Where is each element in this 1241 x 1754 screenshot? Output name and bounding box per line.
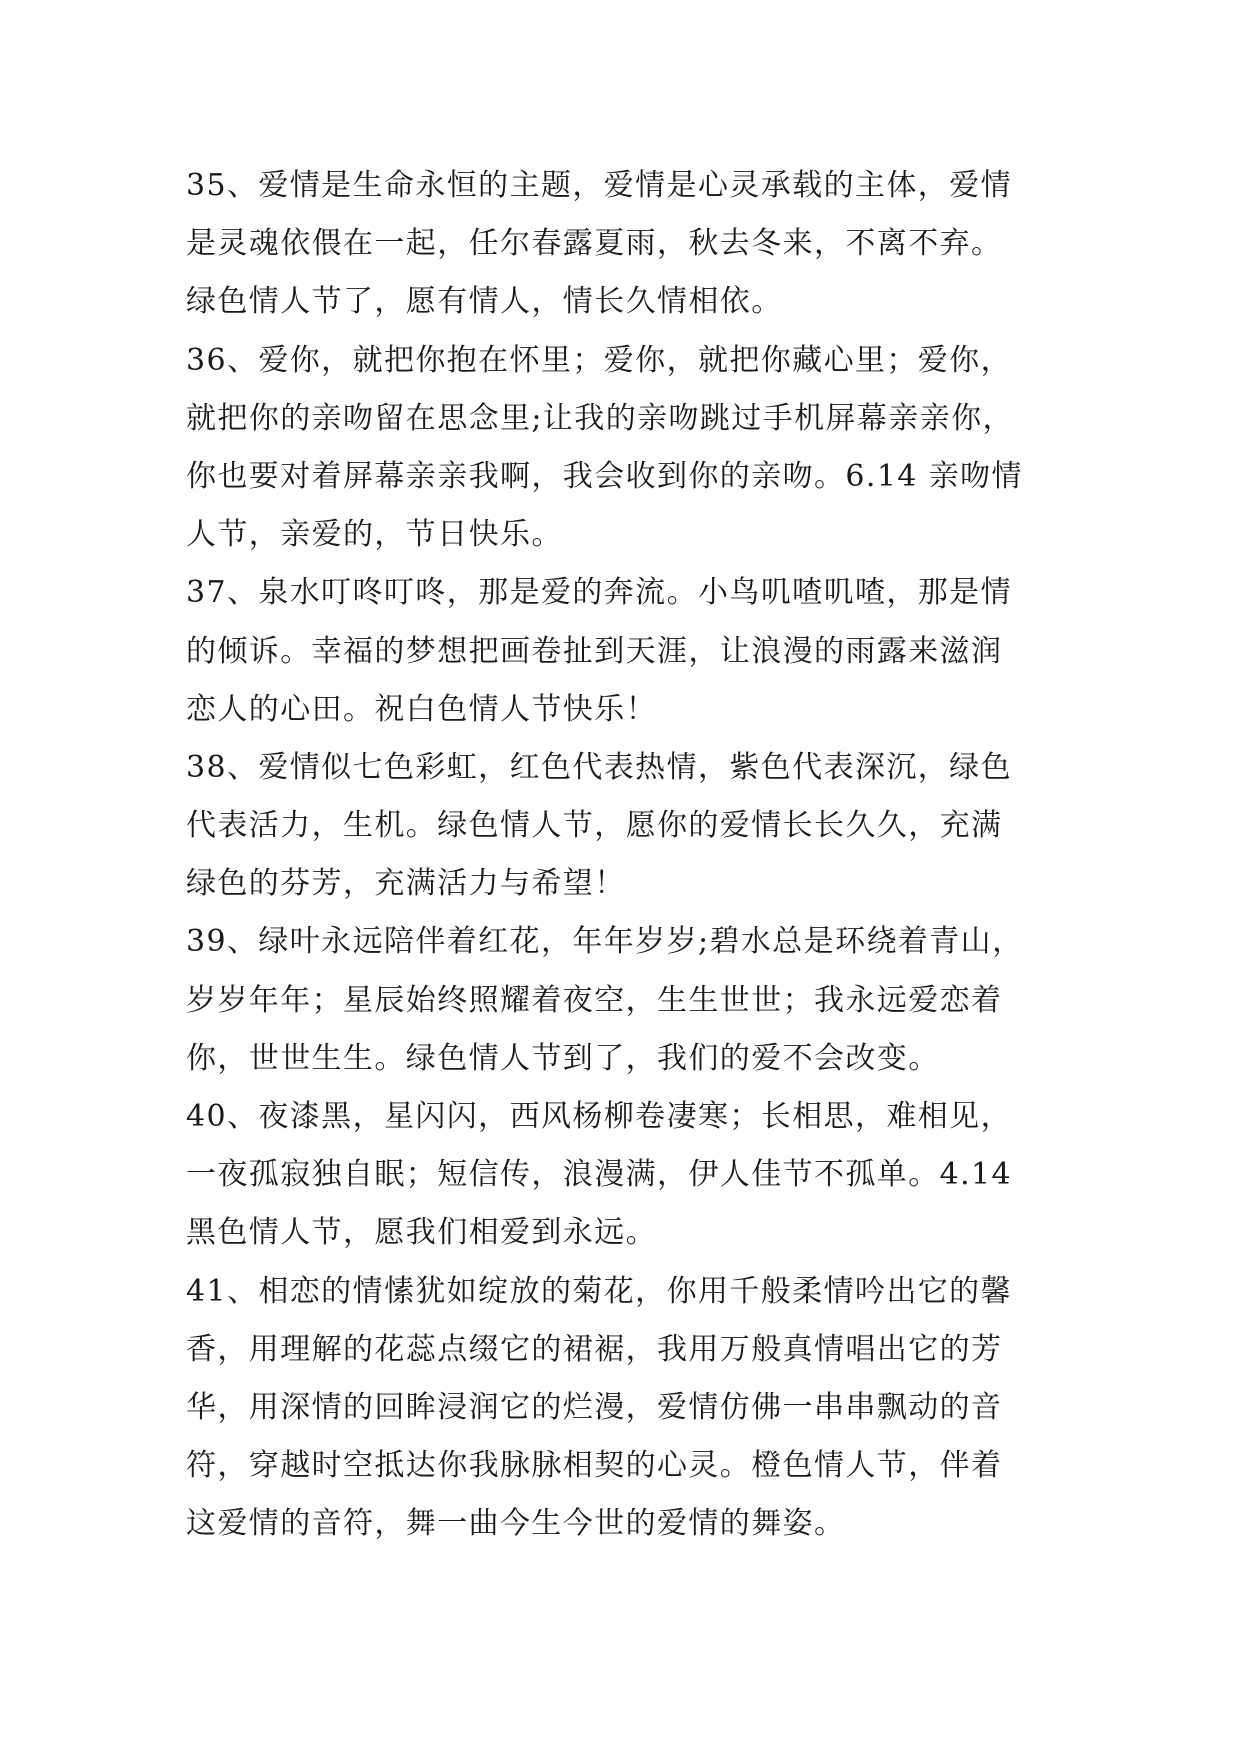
text-line: 华，用深情的回眸浸润它的烂漫，爱情仿佛一串串飘动的音 bbox=[186, 1389, 1003, 1425]
text-line: 绿色的芬芳，充满活力与希望！ bbox=[186, 866, 626, 902]
text-line: 40、夜漆黑，星闪闪，西风杨柳卷凄寒；长相思，难相见， bbox=[186, 1099, 1012, 1134]
paragraph-40 bbox=[186, 1088, 1066, 1263]
text-line: 41、相恋的情愫犹如绽放的菊花，你用千般柔情吟出它的馨 bbox=[186, 1273, 1012, 1309]
document-body bbox=[186, 157, 1066, 1554]
paragraph-36 bbox=[186, 332, 1066, 565]
paragraph-38 bbox=[186, 739, 1066, 914]
text-line: 你也要对着屏幕亲亲我啊，我会收到你的亲吻。6.14 亲吻情 bbox=[186, 458, 1023, 494]
text-line: 你，世世生生。绿色情人节到了，我们的爱不会改变。 bbox=[186, 1040, 940, 1076]
text-line: 香，用理解的花蕊点缀它的裙裾，我用万般真情唱出它的芳 bbox=[186, 1331, 1003, 1367]
text-line: 恋人的心田。祝白色情人节快乐！ bbox=[186, 691, 657, 727]
text-line: 岁岁年年；星辰始终照耀着夜空，生生世世；我永远爱恋着 bbox=[186, 982, 1003, 1018]
text-line: 一夜孤寂独自眠；短信传，浪漫满，伊人佳节不孤单。4.14 bbox=[186, 1157, 1012, 1193]
text-line: 就把你的亲吻留在思念里;让我的亲吻跳过手机屏幕亲亲你， bbox=[186, 400, 1014, 436]
paragraph-35 bbox=[186, 157, 1066, 332]
text-line: 38、爱情似七色彩虹，红色代表热情，紫色代表深沉，绿色 bbox=[186, 749, 1012, 785]
text-line: 代表活力，生机。绿色情人节，愿你的爱情长长久久，充满 bbox=[186, 808, 1003, 844]
text-line: 符，穿越时空抵达你我脉脉相契的心灵。橙色情人节，伴着 bbox=[186, 1448, 1003, 1484]
text-line: 的倾诉。幸福的梦想把画卷扯到天涯，让浪漫的雨露来滋润 bbox=[186, 633, 1003, 669]
text-line: 这爱情的音符，舞一曲今生今世的爱情的舞姿。 bbox=[186, 1506, 846, 1542]
text-line: 人节，亲爱的，节日快乐。 bbox=[186, 517, 563, 553]
paragraph-41 bbox=[186, 1263, 1066, 1554]
text-line: 是灵魂依偎在一起，任尔春露夏雨，秋去冬来，不离不弃。 bbox=[186, 226, 1003, 262]
text-line: 黑色情人节，愿我们相爱到永远。 bbox=[186, 1215, 657, 1251]
paragraph-37 bbox=[186, 564, 1066, 739]
text-line: 35、爱情是生命永恒的主题，爱情是心灵承载的主体，爱情 bbox=[186, 168, 1012, 203]
paragraph-39 bbox=[186, 913, 1066, 1088]
text-line: 37、泉水叮咚叮咚，那是爱的奔流。小鸟叽喳叽喳，那是情 bbox=[186, 575, 1012, 611]
text-line: 36、爱你，就把你抱在怀里；爱你，就把你藏心里；爱你， bbox=[186, 342, 1012, 378]
text-line: 39、绿叶永远陪伴着红花，年年岁岁;碧水总是环绕着青山， bbox=[186, 924, 1024, 960]
text-line: 绿色情人节了，愿有情人，情长久情相依。 bbox=[186, 284, 783, 320]
